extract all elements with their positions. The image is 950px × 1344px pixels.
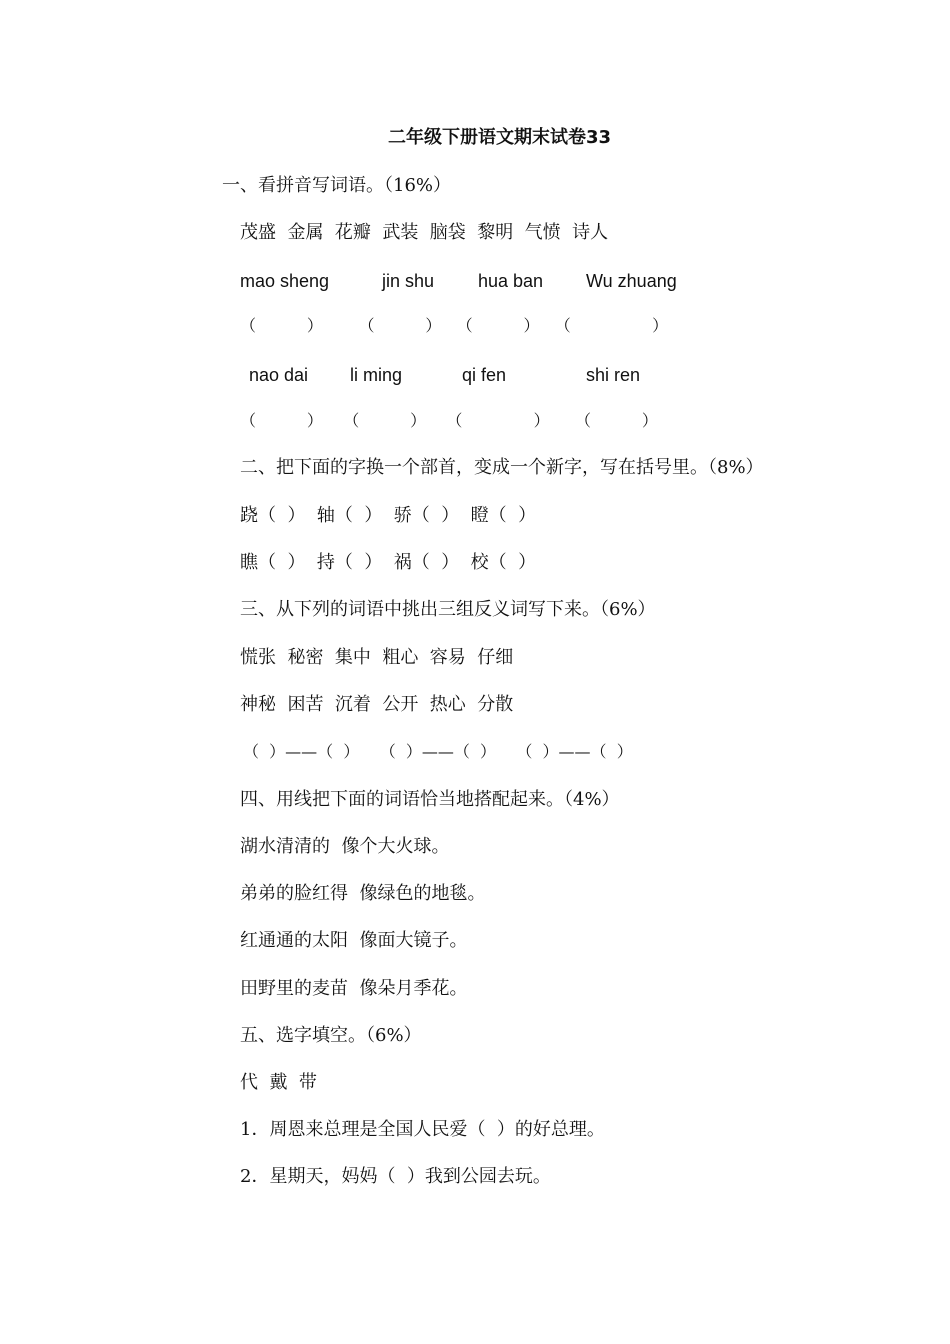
section2-row2: 瞧（ ） 持（ ） 祸（ ） 校（ ） (240, 552, 537, 573)
match-item: 湖水清清的 像个大火球。 (240, 836, 450, 857)
section3-row1: 慌张 秘密 集中 粗心 容易 仔细 (240, 647, 514, 668)
page-title: 二年级下册语文期末试卷33 (388, 127, 612, 148)
pinyin-item: Wu zhuang (586, 271, 677, 291)
section4-heading: 四、用线把下面的词语恰当地搭配起来。（4%） (240, 789, 620, 810)
section3-answer-row: （ ）——（ ） （ ）——（ ） （ ）——（ ） (243, 742, 633, 761)
pinyin-item: mao sheng (240, 271, 330, 291)
pinyin-item: jin shu (382, 271, 435, 291)
section5-question1: 1．周恩来总理是全国人民爱（ ）的好总理。 (240, 1119, 605, 1140)
section5-options: 代 戴 带 (240, 1072, 317, 1093)
section2-row1: 跷（ ） 轴（ ） 骄（ ） 瞪（ ） (240, 505, 537, 526)
pinyin-item: li ming (350, 365, 403, 385)
pinyin-item: hua ban (478, 271, 544, 291)
pinyin-item: nao dai (249, 365, 309, 385)
section3-row2: 神秘 困苦 沉着 公开 热心 分散 (240, 694, 514, 715)
section1-heading: 一、看拼音写词语。（16%） (222, 175, 452, 196)
section3-heading: 三、从下列的词语中挑出三组反义词写下来。（6%） (240, 599, 656, 620)
section1-answer-words: 茂盛 金属 花瓣 武装 脑袋 黎明 气愤 诗人 (240, 222, 609, 243)
section2-heading: 二、把下面的字换一个部首，变成一个新字，写在括号里。（8%） (240, 457, 764, 478)
section5-heading: 五、选字填空。（6%） (240, 1025, 422, 1046)
answer-blanks-row1: （ ） （ ） （ ） （ ） (240, 316, 669, 335)
pinyin-item: qi fen (462, 365, 507, 385)
match-item: 红通通的太阳 像面大镜子。 (240, 930, 468, 951)
match-item: 田野里的麦苗 像朵月季花。 (240, 978, 468, 999)
section5-question2: 2．星期天，妈妈（ ）我到公园去玩。 (240, 1166, 551, 1187)
answer-blanks-row2: （ ） （ ） （ ） （ ） (240, 411, 658, 430)
pinyin-item: shi ren (586, 365, 641, 385)
match-item: 弟弟的脸红得 像绿色的地毯。 (240, 883, 486, 904)
